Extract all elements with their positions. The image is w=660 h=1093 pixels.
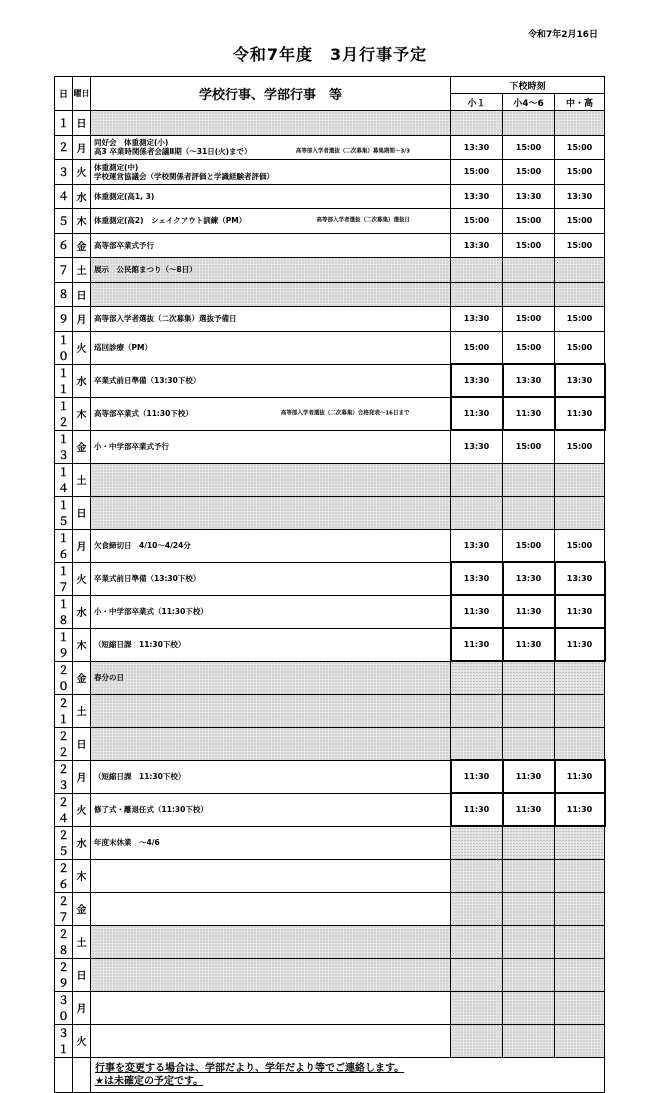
dismissal-time-3: 15:00 <box>555 331 605 364</box>
dismissal-time-3 <box>555 826 605 859</box>
dismissal-time-3 <box>555 991 605 1024</box>
dismissal-time-1: 13:30 <box>451 135 503 160</box>
table-row <box>55 562 605 595</box>
dismissal-time-3 <box>555 661 605 694</box>
event-cell <box>91 529 451 562</box>
event-cell <box>91 282 451 307</box>
table-row <box>55 430 605 463</box>
day-number: ２１ <box>55 694 73 727</box>
event-cell <box>91 1024 451 1057</box>
weekday: 木 <box>73 397 91 430</box>
dismissal-time-1: 11:30 <box>451 628 503 661</box>
event-text: 小・中学部卒業式（11:30下校） <box>94 607 208 616</box>
day-number: １０ <box>55 331 73 364</box>
event-text: （短縮日課 11:30下校） <box>94 640 186 649</box>
table-row <box>55 160 605 185</box>
event-text: 春分の日 <box>94 673 124 682</box>
dismissal-time-2 <box>503 694 555 727</box>
event-subtext: 学校運営協議会（学校関係者評価と学識経験者評価） <box>94 171 274 181</box>
event-text: 小・中学部卒業式予行 <box>94 442 169 451</box>
dismissal-time-3 <box>555 694 605 727</box>
page-title: 令和7年度 3月行事予定 <box>232 45 428 64</box>
dismissal-time-2 <box>503 496 555 529</box>
table-row <box>55 1024 605 1057</box>
header-weekday: 曜日 <box>73 77 91 111</box>
dismissal-time-3: 15:00 <box>555 430 605 463</box>
weekday: 木 <box>73 628 91 661</box>
event-text: 高等部入学者選抜（二次募集）選抜予備日 <box>94 314 237 324</box>
dismissal-time-3: 15:00 <box>555 209 605 234</box>
event-cell <box>91 111 451 136</box>
day-number: １１ <box>55 364 73 397</box>
dismissal-time-2: 15:00 <box>503 307 555 332</box>
day-number: ３１ <box>55 1024 73 1057</box>
event-cell <box>91 892 451 925</box>
event-text: 高等部卒業式（11:30下校） <box>94 409 193 418</box>
dismissal-time-1: 13:30 <box>451 562 503 595</box>
table-row <box>55 282 605 307</box>
table-row <box>55 496 605 529</box>
footer-note <box>91 1057 605 1092</box>
table-row <box>55 463 605 496</box>
day-number: ８ <box>55 282 73 307</box>
event-text: 同好会 体重測定(小) <box>94 138 169 148</box>
dismissal-time-1: 13:30 <box>451 307 503 332</box>
day-number: ２８ <box>55 925 73 958</box>
weekday: 月 <box>73 307 91 332</box>
schedule-table <box>54 76 606 1093</box>
weekday: 金 <box>73 892 91 925</box>
dismissal-time-3 <box>555 892 605 925</box>
event-side-note: 高等部入学者選抜（二次募集）合格発表～16日まで <box>280 410 410 416</box>
event-text: 卒業式前日準備（13:30下校） <box>94 574 201 583</box>
footer-spacer <box>73 1057 91 1092</box>
dismissal-time-2 <box>503 826 555 859</box>
dismissal-time-1: 11:30 <box>451 595 503 628</box>
day-number: １７ <box>55 562 73 595</box>
dismissal-time-2 <box>503 991 555 1024</box>
table-row <box>55 331 605 364</box>
weekday: 水 <box>73 364 91 397</box>
day-number: １２ <box>55 397 73 430</box>
footer-spacer <box>55 1057 73 1092</box>
weekday: 水 <box>73 184 91 209</box>
dismissal-time-1: 11:30 <box>451 397 503 430</box>
event-text: 高等部卒業式予行 <box>94 240 154 250</box>
dismissal-time-3 <box>555 258 605 283</box>
header-group-1: 小１ <box>451 94 503 111</box>
dismissal-time-1: 15:00 <box>451 160 503 185</box>
event-cell <box>91 258 451 283</box>
dismissal-time-2: 15:00 <box>503 233 555 258</box>
event-subtext: 高3 卒業時関係者会議Ⅱ期（～31日(火)まで） <box>94 147 252 157</box>
dismissal-time-1 <box>451 463 503 496</box>
event-text: 体重測定(中) <box>94 162 139 172</box>
event-cell <box>91 826 451 859</box>
dismissal-time-2: 11:30 <box>503 793 555 826</box>
dismissal-time-3: 15:00 <box>555 529 605 562</box>
table-row <box>55 925 605 958</box>
event-cell <box>91 859 451 892</box>
table-row <box>55 859 605 892</box>
day-number: ３ <box>55 160 73 185</box>
event-cell <box>91 760 451 793</box>
day-number: ９ <box>55 307 73 332</box>
dismissal-time-1: 13:30 <box>451 364 503 397</box>
dismissal-time-3 <box>555 727 605 760</box>
day-number: １４ <box>55 463 73 496</box>
dismissal-time-2 <box>503 859 555 892</box>
weekday: 土 <box>73 925 91 958</box>
event-cell <box>91 727 451 760</box>
dismissal-time-3 <box>555 111 605 136</box>
dismissal-time-2 <box>503 463 555 496</box>
dismissal-time-2: 15:00 <box>503 209 555 234</box>
dismissal-time-3 <box>555 859 605 892</box>
dismissal-time-3: 15:00 <box>555 233 605 258</box>
dismissal-time-3 <box>555 958 605 991</box>
header-group-3: 中・高 <box>555 94 605 111</box>
dismissal-time-2: 13:30 <box>503 562 555 595</box>
dismissal-time-2 <box>503 892 555 925</box>
event-text: 展示 公民館まつり（～8日） <box>94 265 197 275</box>
table-row <box>55 364 605 397</box>
weekday: 水 <box>73 826 91 859</box>
event-cell <box>91 628 451 661</box>
dismissal-time-3: 11:30 <box>555 397 605 430</box>
dismissal-time-3: 13:30 <box>555 562 605 595</box>
dismissal-time-1: 13:30 <box>451 233 503 258</box>
weekday: 金 <box>73 430 91 463</box>
header-group-2: 小4～6 <box>503 94 555 111</box>
event-cell <box>91 364 451 397</box>
table-row <box>55 529 605 562</box>
dismissal-time-2: 13:30 <box>503 364 555 397</box>
event-cell <box>91 661 451 694</box>
event-cell <box>91 793 451 826</box>
dismissal-time-1 <box>451 826 503 859</box>
table-row <box>55 826 605 859</box>
event-cell <box>91 233 451 258</box>
event-side-note: 高等部入学者選抜（二次募集）選抜日 <box>316 217 410 224</box>
event-text: 体重測定(高1, 3) <box>94 191 155 201</box>
weekday: 日 <box>73 282 91 307</box>
event-cell <box>91 958 451 991</box>
weekday: 火 <box>73 331 91 364</box>
event-cell <box>91 991 451 1024</box>
table-row <box>55 991 605 1024</box>
table-row <box>55 184 605 209</box>
table-row <box>55 209 605 234</box>
weekday: 月 <box>73 529 91 562</box>
dismissal-time-3: 13:30 <box>555 184 605 209</box>
weekday: 金 <box>73 233 91 258</box>
day-number: ２６ <box>55 859 73 892</box>
day-number: ３０ <box>55 991 73 1024</box>
table-row <box>55 892 605 925</box>
weekday: 月 <box>73 135 91 160</box>
event-cell <box>91 307 451 332</box>
table-row <box>55 793 605 826</box>
dismissal-time-1 <box>451 859 503 892</box>
dismissal-time-2 <box>503 1024 555 1057</box>
dismissal-time-3 <box>555 1024 605 1057</box>
schedule-rows <box>55 111 605 1058</box>
day-number: １３ <box>55 430 73 463</box>
dismissal-time-1 <box>451 694 503 727</box>
event-cell <box>91 160 451 185</box>
dismissal-time-2 <box>503 661 555 694</box>
dismissal-time-3: 11:30 <box>555 628 605 661</box>
dismissal-time-2 <box>503 111 555 136</box>
table-row <box>55 111 605 136</box>
dismissal-time-1 <box>451 661 503 694</box>
event-text: 修了式・離退任式（11:30下校） <box>94 805 208 814</box>
dismissal-time-2: 15:00 <box>503 135 555 160</box>
weekday: 土 <box>73 258 91 283</box>
dismissal-time-3: 15:00 <box>555 135 605 160</box>
day-number: ２２ <box>55 727 73 760</box>
table-row <box>55 595 605 628</box>
dismissal-time-1 <box>451 958 503 991</box>
weekday: 火 <box>73 793 91 826</box>
dismissal-time-3: 13:30 <box>555 364 605 397</box>
table-row <box>55 958 605 991</box>
table-row <box>55 307 605 332</box>
dismissal-time-2 <box>503 958 555 991</box>
dismissal-time-1 <box>451 727 503 760</box>
day-number: ４ <box>55 184 73 209</box>
dismissal-time-1 <box>451 892 503 925</box>
dismissal-time-3: 15:00 <box>555 160 605 185</box>
dismissal-time-1 <box>451 991 503 1024</box>
event-cell <box>91 496 451 529</box>
event-cell <box>91 331 451 364</box>
table-row <box>55 694 605 727</box>
day-number: ２３ <box>55 760 73 793</box>
dismissal-time-2: 11:30 <box>503 760 555 793</box>
dismissal-time-3: 11:30 <box>555 595 605 628</box>
weekday: 火 <box>73 562 91 595</box>
dismissal-time-2 <box>503 925 555 958</box>
dismissal-time-2: 15:00 <box>503 160 555 185</box>
event-text: 巡回診療（PM） <box>94 343 152 352</box>
footer-line-2: ★は未確定の予定です。 <box>95 1075 204 1087</box>
weekday: 日 <box>73 496 91 529</box>
dismissal-time-1: 13:30 <box>451 430 503 463</box>
dismissal-time-1: 11:30 <box>451 793 503 826</box>
dismissal-time-2: 15:00 <box>503 529 555 562</box>
day-number: ７ <box>55 258 73 283</box>
header-dismissal: 下校時刻 <box>451 77 605 94</box>
day-number: １８ <box>55 595 73 628</box>
dismissal-time-1 <box>451 282 503 307</box>
dismissal-time-1 <box>451 1024 503 1057</box>
day-number: ２９ <box>55 958 73 991</box>
day-number: ５ <box>55 209 73 234</box>
dismissal-time-1: 15:00 <box>451 331 503 364</box>
day-number: ６ <box>55 233 73 258</box>
day-number: １ <box>55 111 73 136</box>
dismissal-time-1 <box>451 496 503 529</box>
event-text: 年度末休業 ～4/6 <box>94 838 160 847</box>
day-number: １５ <box>55 496 73 529</box>
day-number: ２７ <box>55 892 73 925</box>
event-cell <box>91 209 451 234</box>
event-cell <box>91 135 451 160</box>
day-number: ２０ <box>55 661 73 694</box>
day-number: ２５ <box>55 826 73 859</box>
dismissal-time-1: 11:30 <box>451 760 503 793</box>
day-number: １６ <box>55 529 73 562</box>
event-cell <box>91 925 451 958</box>
event-cell <box>91 595 451 628</box>
dismissal-time-1: 13:30 <box>451 184 503 209</box>
dismissal-time-2: 11:30 <box>503 628 555 661</box>
event-text: 欠食締切日 4/10～4/24分 <box>94 541 191 550</box>
dismissal-time-2: 11:30 <box>503 595 555 628</box>
table-row <box>55 727 605 760</box>
weekday: 火 <box>73 160 91 185</box>
weekday: 土 <box>73 694 91 727</box>
event-cell <box>91 184 451 209</box>
weekday: 日 <box>73 727 91 760</box>
dismissal-time-1 <box>451 258 503 283</box>
day-number: ２４ <box>55 793 73 826</box>
dismissal-time-2: 15:00 <box>503 430 555 463</box>
event-text: （短縮日課 11:30下校） <box>94 772 186 781</box>
table-row <box>55 760 605 793</box>
event-cell <box>91 430 451 463</box>
weekday: 日 <box>73 111 91 136</box>
dismissal-time-3: 11:30 <box>555 760 605 793</box>
weekday: 月 <box>73 991 91 1024</box>
dismissal-time-2: 11:30 <box>503 397 555 430</box>
event-text: 体重測定(高2) シェイクアウト訓練（PM） <box>94 216 247 226</box>
weekday: 水 <box>73 595 91 628</box>
dismissal-time-2 <box>503 282 555 307</box>
event-text: 卒業式前日準備（13:30下校） <box>94 376 201 385</box>
event-side-note: 高等部入学者選抜（二次募集）募集期間～3/3 <box>295 148 410 155</box>
dismissal-time-2 <box>503 727 555 760</box>
header-events: 学校行事、学部行事 等 <box>91 77 451 111</box>
weekday: 金 <box>73 661 91 694</box>
table-row <box>55 661 605 694</box>
table-row <box>55 135 605 160</box>
dismissal-time-3 <box>555 463 605 496</box>
dismissal-time-1: 15:00 <box>451 209 503 234</box>
dismissal-time-3 <box>555 925 605 958</box>
table-row <box>55 628 605 661</box>
dismissal-time-3 <box>555 282 605 307</box>
weekday: 火 <box>73 1024 91 1057</box>
table-row <box>55 258 605 283</box>
event-cell <box>91 463 451 496</box>
table-row <box>55 397 605 430</box>
dismissal-time-2: 13:30 <box>503 184 555 209</box>
table-row <box>55 233 605 258</box>
weekday: 月 <box>73 760 91 793</box>
weekday: 土 <box>73 463 91 496</box>
dismissal-time-3: 11:30 <box>555 793 605 826</box>
weekday: 日 <box>73 958 91 991</box>
day-number: １９ <box>55 628 73 661</box>
event-cell <box>91 694 451 727</box>
event-cell <box>91 397 451 430</box>
event-cell <box>91 562 451 595</box>
dismissal-time-1: 13:30 <box>451 529 503 562</box>
day-number: ２ <box>55 135 73 160</box>
dismissal-time-3 <box>555 496 605 529</box>
dismissal-time-2: 15:00 <box>503 331 555 364</box>
dismissal-time-1 <box>451 925 503 958</box>
dismissal-time-3: 15:00 <box>555 307 605 332</box>
dismissal-time-1 <box>451 111 503 136</box>
header-day: 日 <box>55 77 73 111</box>
document-date: 令和7年2月16日 <box>527 30 598 40</box>
weekday: 木 <box>73 209 91 234</box>
weekday: 木 <box>73 859 91 892</box>
footer-line-1: 行事を変更する場合は、学部だより、学年だより等でご連絡します。 <box>95 1062 405 1074</box>
dismissal-time-2 <box>503 258 555 283</box>
